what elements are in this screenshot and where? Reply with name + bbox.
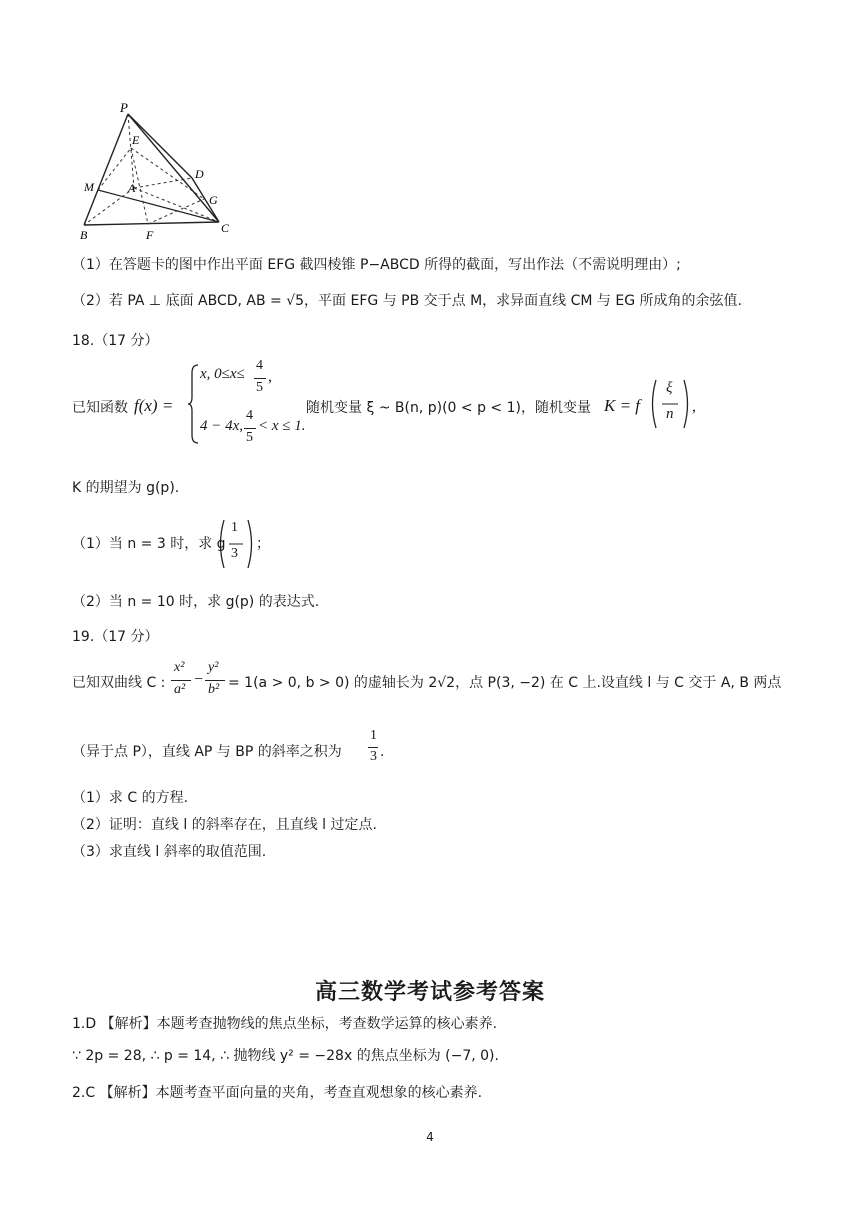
q19-line2-num: 1 [370, 728, 377, 743]
q18-case1: x, 0≤x≤ [200, 366, 245, 382]
q19-header: 19.（17 分） [72, 629, 159, 645]
label-P: P [120, 100, 128, 115]
q18-expect: K 的期望为 g(p). [72, 480, 180, 496]
label-D: D [195, 167, 204, 181]
answer-2: 2.C 【解析】本题考查平面向量的夹角，考查直观想象的核心素养. [72, 1085, 483, 1101]
q18-case2: 4 − 4x, [200, 418, 244, 434]
q18-part1-tail: ； [256, 536, 270, 552]
q18-part1-den: 3 [231, 546, 238, 561]
q19-part1: （1）求 C 的方程. [72, 790, 189, 806]
q18-part2: （2）当 n = 10 时，求 g(p) 的表达式. [72, 594, 320, 610]
label-B: B [80, 228, 88, 240]
page-number: 4 [426, 1130, 434, 1144]
piecewise-brace [186, 363, 200, 445]
segment-MC [98, 190, 219, 222]
q19-part2: （2）证明：直线 l 的斜率存在，且直线 l 过定点. [72, 817, 377, 833]
edge-PB [84, 114, 128, 225]
q19-intro-b: = 1(a > 0, b > 0) 的虚轴长为 2√2，点 P(3, −2) 在 C 上.设直线 l 与 C 交于 A, B 两点 [228, 675, 782, 691]
q18-case1-tail: , [268, 368, 272, 385]
q18-case2-tail: < x ≤ 1. [258, 418, 306, 434]
q18-part1-num: 1 [231, 520, 238, 535]
q18-header: 18.（17 分） [72, 333, 159, 349]
edge-BC [84, 222, 219, 225]
q19-frac-bar-2 [205, 680, 225, 681]
label-M: M [84, 180, 94, 194]
label-A: A [128, 181, 136, 195]
q19-part3: （3）求直线 l 斜率的取值范围. [72, 844, 267, 860]
q19-frac-bar-1 [171, 680, 191, 681]
q18-case1-frac-bar [254, 378, 266, 379]
label-F: F [146, 228, 154, 240]
q19-line2-frac-bar [368, 747, 378, 748]
q19-minus: − [194, 671, 204, 688]
q19-line2: （异于点 P），直线 AP 与 BP 的斜率之积为 [72, 744, 342, 760]
edge-PC [128, 114, 219, 222]
label-E: E [132, 133, 140, 147]
segment-FG [148, 199, 204, 224]
q19-a2: a² [174, 682, 186, 697]
q19-line2-tail: . [380, 744, 385, 760]
q18-case2-frac-bar [244, 428, 256, 429]
q18-case1-den: 5 [256, 380, 263, 395]
q19-b2: b² [208, 682, 220, 697]
q18-case2-num: 4 [246, 408, 253, 423]
q18-k-den: n [666, 406, 674, 422]
label-C: C [221, 221, 230, 235]
q18-case2-den: 5 [246, 430, 253, 445]
q19-line2-den: 3 [370, 749, 377, 764]
q17-part2: （2）若 PA ⊥ 底面 ABCD, AB = √5，平面 EFG 与 PB 交于点 M，求异面直线 CM 与 EG 所成角的余弦值. [72, 293, 742, 309]
q18-case1-num: 4 [256, 358, 263, 373]
segment-ME [98, 148, 131, 190]
pyramid-figure [76, 98, 236, 240]
answers-title: 高三数学考试参考答案 [314, 980, 545, 1005]
q18-k-num: ξ [666, 380, 673, 396]
q18-fx: f(x) = [134, 396, 174, 415]
edge-AC [134, 188, 219, 222]
q18-rv-text: 随机变量 ξ ~ B(n, p)(0 < p < 1)，随机变量 [306, 400, 591, 416]
answer-1: 1.D 【解析】本题考查抛物线的焦点坐标，考查数学运算的核心素养. [72, 1016, 498, 1032]
label-G: G [209, 193, 218, 207]
q18-k-def: K = f [604, 396, 641, 415]
q18-part1: （1）当 n = 3 时，求 g [72, 536, 226, 552]
q19-x2: x² [174, 660, 185, 675]
edge-AD [134, 178, 192, 188]
q18-k-comma: , [692, 398, 696, 415]
answer-1-calc: ∵ 2p = 28, ∴ p = 14, ∴ 抛物线 y² = −28x 的焦点坐标为 (−7, 0). [72, 1048, 499, 1064]
q17-part1: （1）在答题卡的图中作出平面 EFG 截四棱锥 P−ABCD 所得的截面，写出作法（不需说明理由）; [72, 257, 681, 273]
q19-intro-a: 已知双曲线 C : [72, 675, 166, 691]
q18-intro: 已知函数 [72, 400, 128, 416]
q19-y2: y² [208, 660, 219, 675]
